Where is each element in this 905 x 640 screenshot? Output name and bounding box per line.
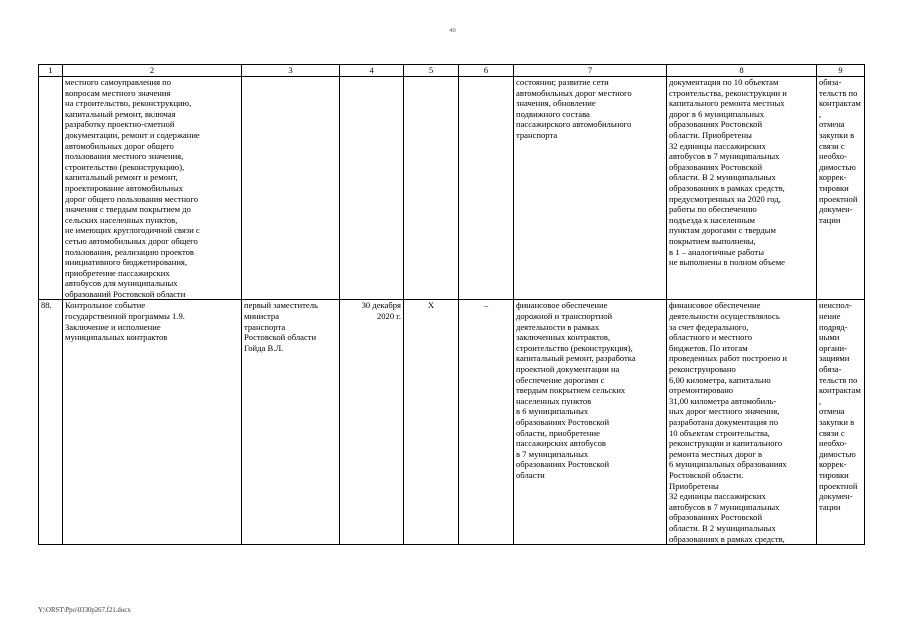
cell-actual-result: финансовое обеспечение деятельности осуществлялось за счет федерального, областного и местного бюджетов. По итогам проведенных работ построено и реконструировано 6,00 километра, капитально отремонтировано 31,00 километра автомобиль- ных дорог местного значения, разработана документация по 10 объектам строительства, реконструкции и капитального ремонта местных дорог в 6 муниципальных образованиях Ростовской области. Приобретены 32 единицы пассажирских автобусов в 7 муниципальных образованиях Ростовской области. В 2 муниципальных образованиях в рамках средств, [667,300,817,545]
cell-expected-result: состоянии; развитие сети автомобильных дорог местного значения, обновление подвижного состава пассажирского автомобильного транспорта [514,77,667,300]
table-row-88 [39,300,865,545]
cell-index: 88. [39,300,63,545]
column-number-7: 7 [514,65,667,77]
footer-file-path: Y:\ORST\Ppo\0330p267.f21.docx [38,607,131,614]
table-row-continued [39,77,865,300]
column-number-2: 2 [63,65,242,77]
column-number-5: 5 [404,65,459,77]
cell-reasons: неиспол- нение подряд- ными органи- зациями обяза- тельств по контрактам, отмена закупки в связи с необхо- димостью коррек- тировки проектной докумен- тации [817,300,865,545]
column-number-row [39,65,865,77]
cell-col5: Х [404,300,459,545]
cell-responsible: первый заместитель министра транспорта Ростовской области Гойда В.Л. [242,300,340,545]
cell-col6 [459,77,514,300]
cell-event-name: Контрольное событие государственной программы 1.9. Заключение и исполнение муниципальных контрактов [63,300,242,545]
cell-col6: – [459,300,514,545]
cell-plan-date [340,77,404,300]
column-number-1: 1 [39,65,63,77]
cell-plan-date: 30 декабря 2020 г. [340,300,404,545]
cell-actual-result: документация по 10 объектам строительства, реконструкции и капитального ремонта местных дорог в 6 муниципальных образованиях Ростовской области. Приобретены 32 единицы пассажирских автобусов в 7 муниципальных образованиях Ростовской области. В 2 муниципальных образованиях в рамках средств, предусмотренных на 2020 год, работы по обеспечению подъезда к населенным пунктам дорогами с твердым покрытием выполнены, в 1 – аналогичные работы не выполнены в полном объеме [667,77,817,300]
cell-index [39,77,63,300]
column-number-6: 6 [459,65,514,77]
cell-expected-result: финансовое обеспечение дорожной и транспортной деятельности в рамках заключенных контрактов, строительство (реконструкция), капитальный ремонт, разработка проектной документации на обеспечение дорогами с твердым покрытием сельских населенных пунктов в 6 муниципальных образованиях Ростовской области, приобретение пассажирских автобусов в 7 муниципальных образованиях Ростовской области [514,300,667,545]
page-number: 40 [449,27,456,34]
column-number-9: 9 [817,65,865,77]
cell-reasons: обяза- тельств по контрактам, отмена закупки в связи с необхо- димостью коррек- тировки проектной докумен- тации [817,77,865,300]
column-number-3: 3 [242,65,340,77]
column-number-8: 8 [667,65,817,77]
column-number-4: 4 [340,65,404,77]
cell-event-name: местного самоуправления по вопросам местного значения на строительство, реконструкцию, капитальный ремонт, включая разработку проектно-сметной документации, ремонт и содержание автомобильных дорог общего пользования местного значения, строительство (реконструкцию), капитальный ремонт и ремонт, проектирование автомобильных дорог общего пользования местного значения с твердым покрытием до сельских населенных пунктов, не имеющих круглогодичной связи с сетью автомобильных дорог общего пользования, реализацию проектов инициативного бюджетирования, приобретение пассажирских автобусов для муниципальных образований Ростовской области [63,77,242,300]
cell-col5 [404,77,459,300]
report-table [38,64,865,545]
cell-responsible [242,77,340,300]
